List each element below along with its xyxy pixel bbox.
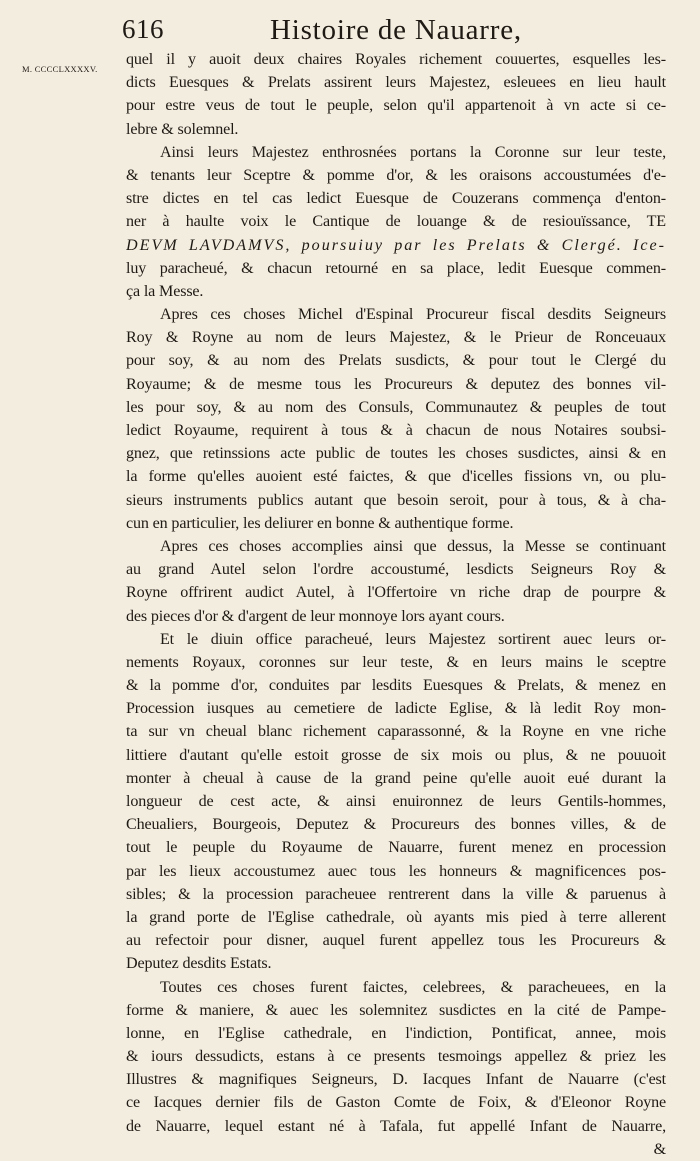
text-line: Cheualiers, Bourgeois, Deputez & Procureurs des bonnes villes, & de xyxy=(126,816,666,834)
text-line: sieurs instruments publics autant que besoin seroit, pour à tous, & à cha- xyxy=(126,491,666,509)
body-text xyxy=(126,48,666,1161)
text-line: dicts Euesques & Prelats assirent leurs Majestez, esleuees en lieu hault xyxy=(126,74,666,92)
text-line: la forme qu'elles auoient esté faictes, & que d'icelles fissions vn, ou plu- xyxy=(126,468,666,486)
text-line: littiere d'autant qu'elle estoit grosse de six mois ou plus, & ne pouuoit xyxy=(126,746,666,764)
text-line: pour soy, & au nom des Prelats susdicts, & pour tout le Clergé du xyxy=(126,352,666,370)
page-number: 616 xyxy=(122,14,164,44)
text-line: les pour soy, & au nom des Consuls, Communautez & peuples de tout xyxy=(126,398,666,416)
text-line: ner à haulte voix le Cantique de louange & de resiouïssance, TE xyxy=(126,213,666,231)
text-line: luy paracheué, & chacun retourné en sa place, ledit Euesque commen- xyxy=(126,259,666,277)
text-line: Procession iusques au cemetiere de ladicte Eglise, & là ledit Roy mon- xyxy=(126,700,666,718)
text-line: & la pomme d'or, conduites par lesdits Euesques & Prelats, & menez en xyxy=(126,677,666,695)
text-line: forme & maniere, & auec les solemnitez susdictes en la cité de Pampe- xyxy=(126,1001,666,1019)
text-line: lonne, en l'Eglise cathedrale, en l'indiction, Pontificat, annee, mois xyxy=(126,1024,666,1042)
text-line: DEVM LAVDAMVS, poursuiuy par les Prelats & Clergé. Ice- xyxy=(126,236,666,254)
text-line: la grand porte de l'Eglise cathedrale, où ayants mis pied à terre allerent xyxy=(126,908,666,926)
text-line: Apres ces choses Michel d'Espinal Procureur fiscal desdits Seigneurs xyxy=(160,306,666,324)
text-line: Illustres & magnifiques Seigneurs, D. Iacques Infant de Nauarre (c'est xyxy=(126,1071,666,1089)
text-line: Apres ces choses accomplies ainsi que dessus, la Messe se continuant xyxy=(160,537,666,555)
text-line: Deputez desdits Estats. xyxy=(126,955,272,973)
text-line: ledict Royaume, requirent à tous & à chacun de nous Notaires soubsi- xyxy=(126,422,666,439)
text-line: & xyxy=(653,1140,666,1158)
text-line: quel il y auoit deux chaires Royales richement couuertes, esquelles les- xyxy=(126,51,666,68)
text-line: gnez, que retinssions acte public de toutes les choses susdictes, ainsi & en xyxy=(126,445,666,463)
text-line: des pieces d'or & d'argent de leur monnoye lors ayant cours. xyxy=(126,607,505,625)
text-line: Royaume; & de mesme tous les Procureurs & deputez des bonnes vil- xyxy=(126,375,666,393)
text-line: & iours dessudicts, estans à ce presents tesmoings appellez & priez les xyxy=(126,1048,666,1066)
text-line: monter à cheual à cause de la grand peine qu'elle auoit eué durant la xyxy=(126,769,666,787)
text-line: de Nauarre, lequel estant né à Tafala, fut appellé Infant de Nauarre, xyxy=(126,1117,666,1135)
text-line: sibles; & la procession paracheuee rentrerent dans la ville & paruenus à xyxy=(126,885,666,903)
text-line: longueur de cest acte, & ainsi enuironnez de leurs Gentils-hommes, xyxy=(126,793,666,810)
text-line: nements Royaux, coronnes sur leur teste, & en leurs mains le sceptre xyxy=(126,653,666,671)
text-line: par les lieux accoustumez auec tous les honneurs & magnificences pos- xyxy=(126,862,666,880)
text-line: Roy & Royne au nom de leurs Majestez, & le Prieur de Ronceuaux xyxy=(126,329,666,347)
text-line: Et le diuin office paracheué, leurs Majestez sortirent auec leurs or- xyxy=(160,630,666,648)
text-line: cun en particulier, les deliurer en bonne & authentique forme. xyxy=(126,514,514,532)
text-line: Royne offrirent audict Autel, à l'Offertoire vn riche drap de pourpre & xyxy=(126,584,666,602)
text-line: ta sur vn cheual blanc richement caparassonné, & la Royne en vne riche xyxy=(126,723,666,741)
text-line: au grand Autel selon l'ordre accoustumé, lesdicts Seigneurs Roy & xyxy=(126,561,666,579)
text-line: pour estre veus de tout le peuple, selon qu'il appartenoit à vn acte si ce- xyxy=(126,97,666,115)
running-title: Histoire de Nauarre, xyxy=(270,14,522,46)
text-line: ça la Messe. xyxy=(126,282,204,300)
text-line: Ainsi leurs Majestez enthrosnées portans la Coronne sur leur teste, xyxy=(160,143,666,161)
text-line: au refectoir pour disner, auquel furent appellez tous les Procureurs & xyxy=(126,932,666,950)
text-line: Toutes ces choses furent faictes, celebrees, & paracheuees, en la xyxy=(160,978,666,996)
text-line: lebre & solemnel. xyxy=(126,120,239,138)
text-line: & tenants leur Sceptre & pomme d'or, & les oraisons accoustumées d'e- xyxy=(126,166,666,184)
margin-year-note: M. CCCCLXXXXV. xyxy=(22,64,98,74)
text-line: stre dictes en tel cas ledict Euesque de Couzerans commença d'enton- xyxy=(126,190,666,208)
text-line: tout le peuple du Royaume de Nauarre, furent menez en procession xyxy=(126,839,666,857)
text-line: ce Iacques dernier fils de Gaston Comte de Foix, & d'Eleonor Royne xyxy=(126,1094,666,1112)
